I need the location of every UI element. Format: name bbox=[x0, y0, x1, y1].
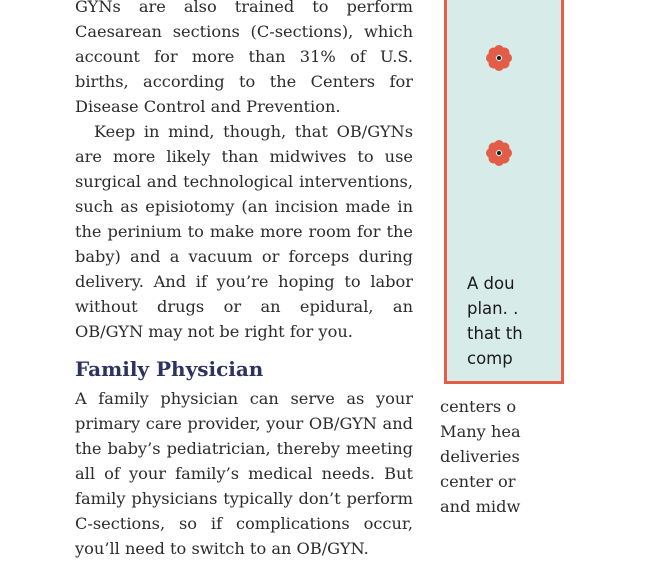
right-column-line: and midw bbox=[440, 497, 521, 516]
body-paragraph: GYNs are also trained to perform Caesarean sections (C-sections), which account for more than 31% of U.S. births, according to the Centers for Disease Control and Prevention. bbox=[75, 0, 413, 116]
right-column-line: center or bbox=[440, 472, 516, 491]
body-paragraph: A family physician can serve as your primary care provider, your OB/GYN and the baby’s pediatrician, thereby meeting all of your family’s medical needs. But family physicians typically don’t perform C-sections, so if complications occur, you’ll need to switch to an OB/GYN. bbox=[75, 389, 413, 558]
sidebar-line: that th bbox=[467, 324, 523, 343]
body-paragraph: Keep in mind, though, that OB/GYNs are more likely than midwives to use surgical and technological interventions, such as episiotomy (an incision made in the perinium to make more room for the baby) and a vacuum or forceps during delivery. And if you’re hoping to labor without drugs or an epidural, an OB/GYN may not be right for you. bbox=[75, 122, 413, 341]
sidebar-box bbox=[444, 0, 564, 384]
sidebar-line: comp bbox=[467, 349, 513, 368]
right-column-text bbox=[440, 394, 560, 519]
flower-icon bbox=[484, 138, 514, 168]
right-column-line: deliveries bbox=[440, 447, 520, 466]
sidebar-text bbox=[467, 271, 667, 371]
sidebar-line: plan. . bbox=[467, 299, 519, 318]
right-column-line: Many hea bbox=[440, 422, 521, 441]
flower-icon bbox=[484, 43, 514, 73]
sidebar-line: A dou bbox=[467, 274, 515, 293]
main-article-column bbox=[75, 0, 413, 561]
section-heading: Family Physician bbox=[75, 357, 264, 381]
right-column-line: centers o bbox=[440, 397, 517, 416]
